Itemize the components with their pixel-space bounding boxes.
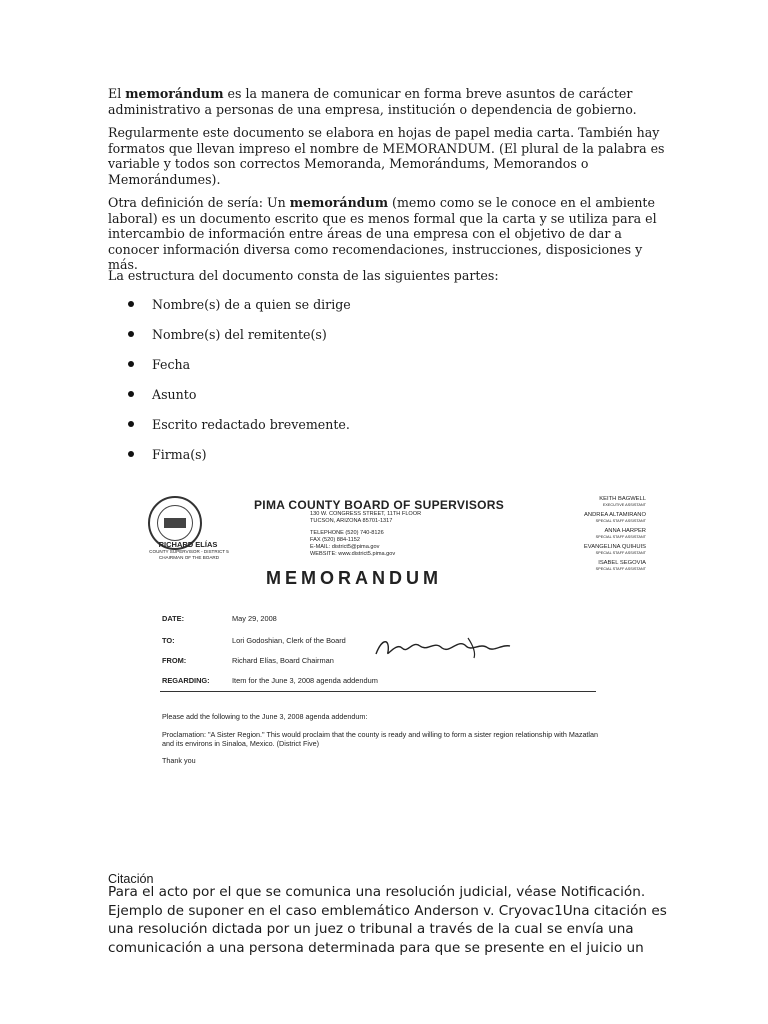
list-item-text: Asunto	[152, 387, 197, 402]
intro-paragraph-3	[108, 195, 668, 273]
list-item-text: Escrito redactado brevemente.	[152, 417, 350, 432]
staff-name: ISABEL SEGOVIA	[598, 560, 646, 566]
staff-name: ANDREA ALTAMIRANO	[584, 512, 646, 518]
list-item	[128, 327, 351, 357]
supervisor-title: COUNTY SUPERVISOR - DISTRICT 5 CHAIRMAN OF THE BOARD	[149, 549, 229, 560]
bullet-icon	[128, 421, 134, 427]
intro-paragraph-2: Regularmente este documento se elabora en hojas de papel media carta. También hay formatos que llevan impreso el nombre de MEMORANDUM. (El plural de la palabra es variable y todos son correctos Memoranda, Memorándums, Memorandos o Memorándumes).	[108, 125, 665, 187]
citacion-text: Para el acto por el que se comunica una resolución judicial, véase Notificación. Ejemplo de suponer en el caso emblemático Anderson v. Cryovac1Una citación es una resolución dictada por un juez o tribunal a través de la cual se envía una comunicación a una persona determinada para que se presente en el juicio un	[108, 884, 667, 956]
staff-list	[556, 496, 646, 576]
address-line: 130 W. CONGRESS STREET, 11TH FLOOR	[310, 511, 422, 517]
list-item	[128, 297, 351, 327]
bullet-icon	[128, 391, 134, 397]
signature-icon	[372, 634, 522, 660]
staff-name: ANNA HARPER	[604, 528, 646, 534]
bullet-icon	[128, 451, 134, 457]
list-item-text: Fecha	[152, 357, 191, 372]
separator-line	[160, 691, 596, 692]
fax-line: FAX (520) 884-1152	[310, 537, 360, 543]
staff-role: EXECUTIVE ASSISTANT	[602, 503, 646, 507]
phone-line: TELEPHONE (520) 740-8126	[310, 530, 384, 536]
bullet-icon	[128, 301, 134, 307]
list-item	[128, 387, 351, 417]
to-value: Lori Godoshian, Clerk of the Board	[232, 636, 346, 645]
staff-role: SPECIAL STAFF ASSISTANT	[595, 519, 646, 523]
date-label: DATE:	[162, 614, 185, 623]
text-span: es la manera de comunicar en forma breve asuntos de carácter administrativo a personas de una empresa, institución o dependencia de gobierno.	[108, 86, 637, 117]
list-item	[128, 357, 351, 387]
staff-role: SPECIAL STAFF ASSISTANT	[595, 567, 646, 571]
memo-closing: Thank you	[162, 756, 196, 765]
staff-name: EVANGELINA QUIHUIS	[583, 544, 646, 550]
text-span: (memo como se le conoce en el ambiente laboral) es un documento escrito que es menos formal que la carta y se utiliza para el intercambio de información entre áreas de una empresa con el objetivo de dar a conocer información diversa como recomendaciones, instrucciones, disposiciones y más.	[108, 195, 657, 273]
email-line: E-MAIL: district5@pima.gov	[310, 544, 380, 550]
date-value: May 29, 2008	[232, 614, 277, 623]
address-line: TUCSON, ARIZONA 85701-1317	[310, 518, 393, 524]
citacion-title: Citación	[108, 872, 154, 886]
from-value: Richard Elías, Board Chairman	[232, 656, 334, 665]
regarding-value: Item for the June 3, 2008 agenda addendum	[232, 676, 378, 685]
website-line: WEBSITE: www.district5.pima.gov	[310, 551, 396, 557]
structure-list	[128, 297, 351, 477]
regarding-label: REGARDING:	[162, 676, 210, 685]
to-label: TO:	[162, 636, 175, 645]
intro-paragraph-4: La estructura del documento consta de las siguientes partes:	[108, 268, 499, 283]
list-item-text: Nombre(s) de a quien se dirige	[152, 297, 351, 312]
staff-role: SPECIAL STAFF ASSISTANT	[595, 551, 646, 555]
memo-body-proclamation: Proclamation: "A Sister Region." This would proclaim that the county is ready and willing to form a sister region relationship with Mazatlan and its environs in Sinaloa, Mexico. (District Five)	[162, 730, 599, 748]
from-label: FROM:	[162, 656, 187, 665]
staff-role: SPECIAL STAFF ASSISTANT	[595, 535, 646, 539]
bullet-icon	[128, 361, 134, 367]
staff-name: KEITH BAGWELL	[599, 496, 646, 502]
supervisor-name: RICHARD ELÍAS	[158, 540, 218, 549]
memo-body-line: Please add the following to the June 3, 2008 agenda addendum:	[162, 712, 368, 721]
memo-example-image	[112, 486, 672, 778]
bold-term: memorándum	[125, 86, 224, 101]
list-item-text: Nombre(s) del remitente(s)	[152, 327, 327, 342]
intro-paragraph-1	[108, 86, 668, 117]
list-item-text: Firma(s)	[152, 447, 207, 462]
contact-block	[310, 511, 510, 558]
memo-title: MEMORANDUM	[266, 568, 442, 588]
board-name: PIMA COUNTY BOARD OF SUPERVISORS	[254, 498, 505, 512]
list-item	[128, 447, 351, 477]
list-item	[128, 417, 351, 447]
text-span: Otra definición de sería: Un	[108, 195, 290, 210]
text-span: El	[108, 86, 126, 101]
bold-term: memorándum	[289, 195, 389, 210]
bullet-icon	[128, 331, 134, 337]
